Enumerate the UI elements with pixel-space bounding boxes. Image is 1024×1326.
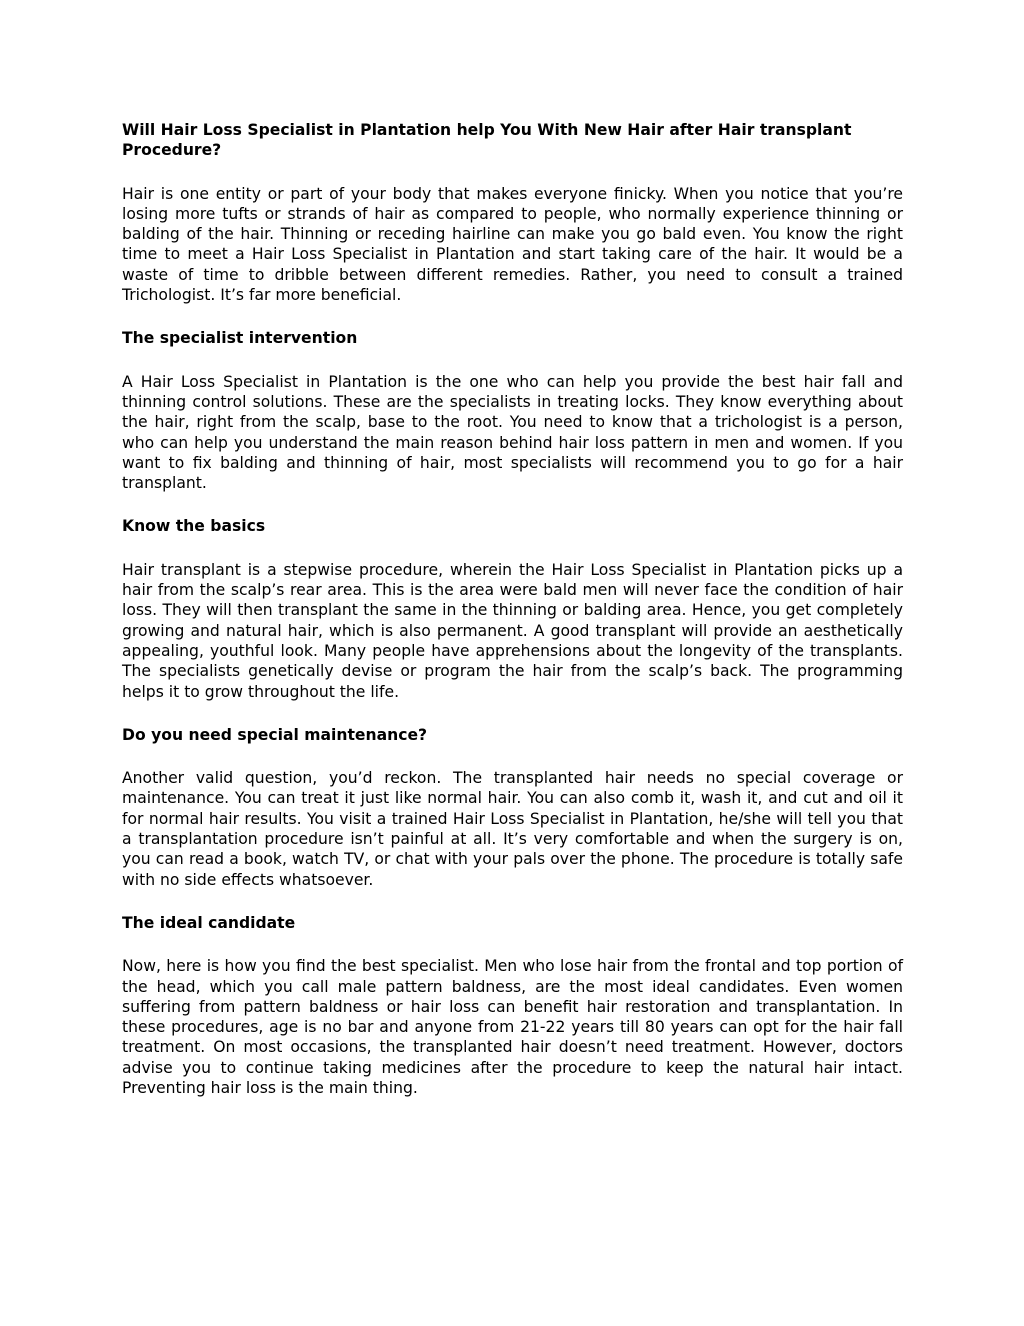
- section-heading-ideal-candidate: The ideal candidate: [122, 913, 296, 932]
- intro-paragraph: Hair is one entity or part of your body that makes everyone finicky. When you notice that you’re losing more tufts or strands of hair as compared to people, who normally experience thinning or balding of the hair. Thinning or receding hairline can make you go bald even. You know the right time to meet a Hair Loss Specialist in Plantation and start taking care of the hair. It would be a waste of time to dribble between different remedies. Rather, you need to consult a trained Trichologist. It’s far more beneficial.: [122, 184, 903, 305]
- section-body-specialist-intervention: A Hair Loss Specialist in Plantation is the one who can help you provide the best hair fall and thinning control solutions. These are the specialists in treating locks. They know everything about the hair, right from the scalp, base to the root. You need to know that a trichologist is a person, who can help you understand the main reason behind hair loss pattern in men and women. If you want to fix balding and thinning of hair, most specialists will recommend you to go for a hair transplant.: [122, 372, 903, 493]
- section-body-special-maintenance: Another valid question, you’d reckon. The transplanted hair needs no special coverage or maintenance. You can treat it just like normal hair. You can also comb it, wash it, and cut and oil it for normal hair results. You visit a trained Hair Loss Specialist in Plantation, he/she will tell you that a transplantation procedure isn’t painful at all. It’s very comfortable and when the surgery is on, you can read a book, watch TV, or chat with your pals over the phone. The procedure is totally safe with no side effects whatsoever.: [122, 769, 903, 889]
- document-page: [122, 120, 903, 1121]
- section-body-know-the-basics: Hair transplant is a stepwise procedure, wherein the Hair Loss Specialist in Plantation picks up a hair from the scalp’s rear area. This is the area were bald men will never face the condition of hair loss. They will then transplant the same in the thinning or balding area. Hence, you get completely growing and natural hair, which is also permanent. A good transplant will provide an aesthetically appealing, youthful look. Many people have apprehensions about the longevity of the transplants. The specialists genetically devise or program the hair from the scalp’s back. The programming helps it to grow throughout the life.: [122, 560, 903, 701]
- section-heading-specialist-intervention: The specialist intervention: [122, 329, 358, 348]
- section-heading-know-the-basics: Know the basics: [122, 517, 266, 536]
- section-heading-special-maintenance: Do you need special maintenance?: [122, 725, 428, 744]
- section-body-ideal-candidate: Now, here is how you find the best specialist. Men who lose hair from the frontal and top portion of the head, which you call male pattern baldness, are the most ideal candidates. Even women suffering from pattern baldness or hair loss can benefit hair restoration and transplantation. In these procedures, age is no bar and anyone from 21-22 years till 80 years can opt for the hair fall treatment. On most occasions, the transplanted hair doesn’t need treatment. However, doctors advise you to continue taking medicines after the procedure to keep the natural hair intact. Preventing hair loss is the main thing.: [122, 957, 903, 1097]
- document-title: Will Hair Loss Specialist in Plantation help You With New Hair after Hair transplant Procedure?: [122, 121, 852, 160]
